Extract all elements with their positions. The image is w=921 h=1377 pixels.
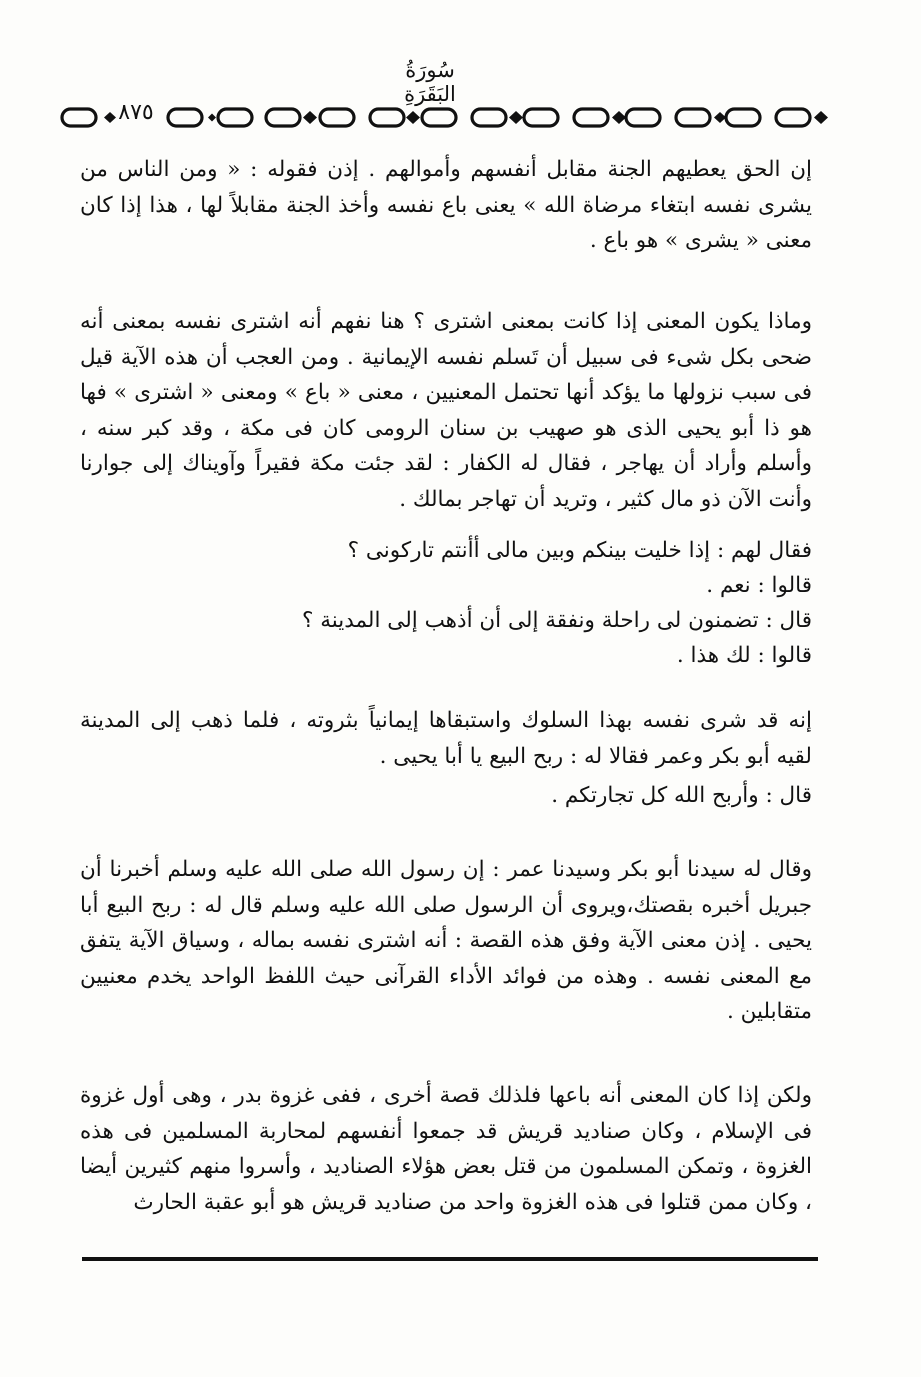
footer-rule [82,1257,818,1261]
dialog-line: قالوا : نعم . [706,573,812,598]
dialog-line: فقال لهم : إذا خليت بينكم وبين مالى أأنتم تاركونى ؟ [347,538,812,563]
page-number: ٨٧٥ [118,100,154,125]
paragraph-5 [80,1078,812,1220]
paragraph-4 [80,852,812,1030]
dialog-line: قالوا : لك هذا . [676,643,812,668]
dialog-block-1 [260,533,812,673]
paragraph-text: وقال له سيدنا أبو بكر وسيدنا عمر : إن رسول الله صلى الله عليه وسلم أخبرنا أن جبريل أخبره بقصتك،ويروى أن الرسول صلى الله عليه وسلم قال له : ربح البيع أبا يحيى . إذن معنى الآية وفق هذه القصة : أنه اشترى نفسه بماله ، وسياق الآية يتفق مع المعنى نفسه . وهذه من فوائد الأداء القرآنى حيث اللفظ الواحد يخدم معنيين متقابلين . [80,857,812,1024]
surah-title: سُورَةُ البَقَرَةِ [404,58,456,106]
paragraph-text: ولكن إذا كان المعنى أنه باعها فلذلك قصة أخرى ، ففى غزوة بدر ، وهى أول غزوة فى الإسلام ، وكان صناديد قريش قد جمعوا أنفسهم لمحاربة المسلمين فى هذه الغزوة ، وتمكن المسلمون من قتل بعض هؤلاء الصناديد ، وأسروا منهم كثيرين أيضا ، وكان ممن قتلوا فى هذه الغزوة واحد من صناديد قريش هو أبو عقبة الحارث [80,1083,812,1215]
paragraph-text: إنه قد شرى نفسه بهذا السلوك واستبقاها إيمانياً بثروته ، فلما ذهب إلى المدينة لقيه أبو بكر وعمر فقالا له : ربح البيع يا أبا يحيى . [80,708,812,769]
paragraph-text: وماذا يكون المعنى إذا كانت بمعنى اشترى ؟ هنا نفهم أنه اشترى نفسه بمعنى أنه ضحى بكل شىء فى سبيل أن تَسلم نفسه الإيمانية . ومن العجب أن هذه الآية قيل فى سبب نزولها ما يؤكد أنها تحتمل المعنيين ، معنى « باع » ومعنى « اشترى » فها هو ذا أبو يحيى الذى هو صهيب بن سنان الرومى كان فى مكة ، وقد كبر سنه ، وأسلم وأراد أن يهاجر ، فقال له الكفار : لقد جئت مكة فقيراً وآويناك إلى جوارنا وأنت الآن ذو مال كثير ، وتريد أن تهاجر بمالك . [80,309,812,512]
dialog-line: قال : تضمنون لى راحلة ونفقة إلى أن أذهب إلى المدينة ؟ [301,608,812,633]
dialog-line: قال : وأربح الله كل تجارتكم . [551,783,812,808]
paragraph-3 [80,703,812,774]
paragraph-2 [80,304,812,517]
paragraph-1 [80,152,812,259]
decorative-border [60,100,840,136]
paragraph-text: إن الحق يعطيهم الجنة مقابل أنفسهم وأموالهم . إذن فقوله : « ومن الناس من يشرى نفسه ابتغاء مرضاة الله » يعنى باع نفسه وأخذ الجنة مقابلاً لها ، هذا إذا كان معنى « يشرى » هو باع . [80,157,812,253]
dialog-block-2 [260,778,812,813]
